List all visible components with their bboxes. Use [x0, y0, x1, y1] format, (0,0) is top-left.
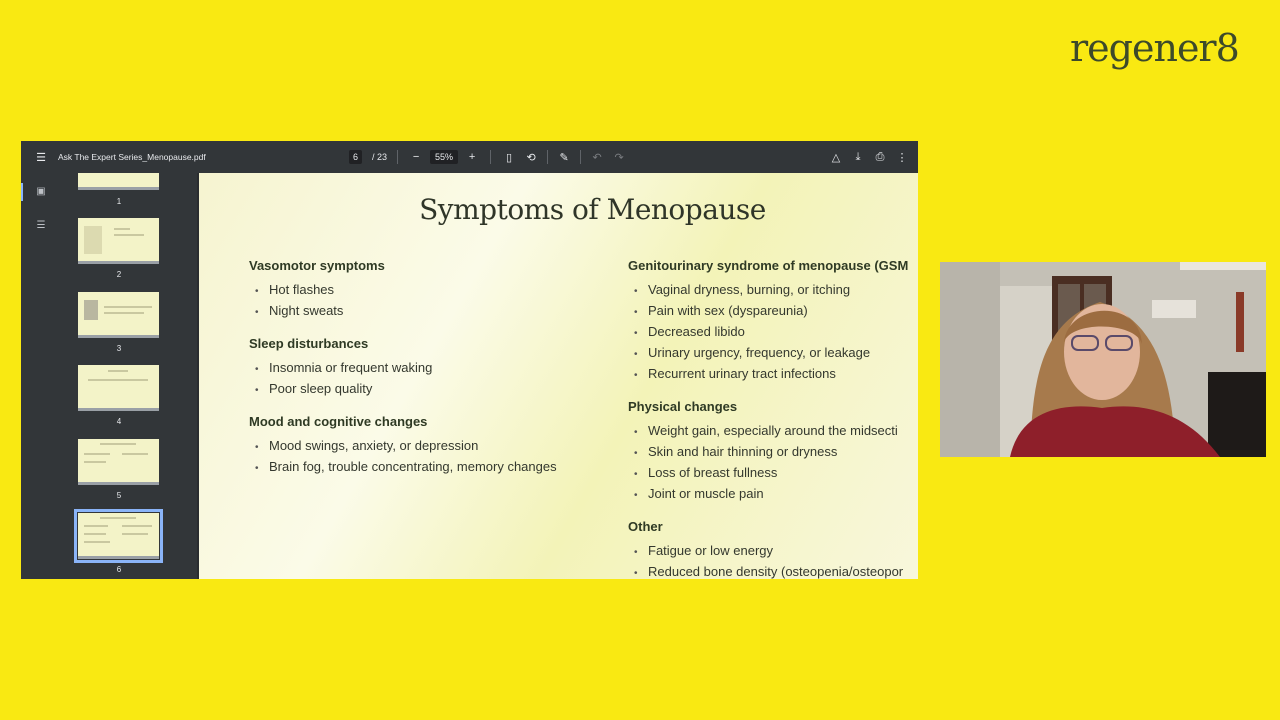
section-heading: Mood and cognitive changes [249, 414, 428, 429]
slide-title: Symptoms of Menopause [419, 193, 766, 226]
outline-icon[interactable]: ☰ [36, 219, 46, 231]
list-item: • Decreased libido [634, 324, 745, 339]
list-item: • Skin and hair thinning or dryness [634, 444, 838, 459]
undo-icon[interactable]: ↶ [592, 151, 602, 164]
symptom-section [249, 413, 609, 477]
thumbnail-page-1[interactable] [78, 173, 159, 190]
slide-left-column [249, 257, 609, 491]
list-item: • Urinary urgency, frequency, or leakage [634, 345, 871, 360]
annotate-icon[interactable]: ✎ [559, 151, 569, 164]
pdf-toolbar [21, 141, 918, 173]
thumbnail-number: 2 [116, 270, 122, 279]
presenter-video-icon [940, 262, 1266, 457]
menu-icon[interactable]: ☰ [36, 151, 46, 164]
thumbnail-page-2[interactable] [78, 218, 159, 264]
thumbnail-page-4[interactable] [78, 365, 159, 411]
list-item: • Loss of breast fullness [634, 465, 778, 480]
toolbar-divider [490, 150, 491, 164]
toolbar-divider [580, 150, 581, 164]
section-heading: Other [628, 519, 663, 534]
save-to-drive-icon[interactable]: △ [831, 151, 841, 164]
pdf-page [199, 173, 918, 579]
list-item: • Brain fog, trouble concentrating, memory changes [255, 459, 557, 474]
thumbnail-page-6[interactable] [78, 513, 159, 559]
toolbar-divider [397, 150, 398, 164]
list-item: • Weight gain, especially around the midsecti [634, 423, 898, 438]
list-item: • Vaginal dryness, burning, or itching [634, 282, 851, 297]
list-item: • Hot flashes [255, 282, 335, 297]
thumbnail-number: 5 [116, 491, 122, 500]
toolbar-divider [547, 150, 548, 164]
brand-logo: regener8 [1070, 26, 1239, 70]
list-item: • Reduced bone density (osteopenia/osteopor [634, 564, 904, 579]
list-item: • Pain with sex (dyspareunia) [634, 303, 808, 318]
symptom-section [628, 257, 918, 384]
list-item: • Insomnia or frequent waking [255, 360, 433, 375]
rotate-icon[interactable]: ⟲ [526, 151, 536, 164]
redo-icon[interactable]: ↷ [614, 151, 624, 164]
active-indicator [21, 183, 23, 201]
list-item: • Fatigue or low energy [634, 543, 774, 558]
list-item: • Poor sleep quality [255, 381, 373, 396]
thumbnail-panel [59, 173, 197, 579]
print-icon[interactable]: ⎙ [875, 150, 885, 163]
download-icon[interactable]: ⤓ [855, 150, 861, 163]
fit-page-icon[interactable]: ▯ [506, 151, 513, 164]
more-vert-icon[interactable]: ⋮ [896, 151, 908, 164]
sidebar-rail [21, 173, 59, 579]
thumbnail-number: 1 [116, 197, 122, 206]
page-total: / 23 [372, 152, 388, 162]
symptom-section [628, 518, 918, 579]
thumbnail-number: 3 [116, 344, 122, 353]
pdf-viewer [21, 141, 918, 579]
slide-right-column [628, 257, 918, 579]
symptom-section [628, 398, 918, 504]
page-number-input[interactable]: 6 [349, 150, 362, 164]
thumbnails-icon[interactable]: ▣ [36, 185, 46, 197]
list-item: • Night sweats [255, 303, 344, 318]
section-heading: Physical changes [628, 399, 738, 414]
thumbnail-page-3[interactable] [78, 292, 159, 338]
list-item: • Recurrent urinary tract infections [634, 366, 836, 381]
list-item: • Joint or muscle pain [634, 486, 764, 501]
section-heading: Genitourinary syndrome of menopause (GSM [628, 258, 909, 273]
thumbnail-page-5[interactable] [78, 439, 159, 485]
section-heading: Vasomotor symptoms [249, 258, 385, 273]
symptom-section [249, 257, 609, 321]
webcam-feed [940, 262, 1266, 457]
section-heading: Sleep disturbances [249, 336, 369, 351]
zoom-in-icon[interactable]: + [468, 151, 476, 163]
thumbnail-number: 6 [116, 565, 122, 574]
file-name: Ask The Expert Series_Menopause.pdf [58, 152, 206, 162]
thumbnail-number: 4 [116, 417, 122, 426]
list-item: • Mood swings, anxiety, or depression [255, 438, 479, 453]
zoom-input[interactable]: 55% [430, 150, 458, 164]
symptom-section [249, 335, 609, 399]
zoom-out-icon[interactable]: − [412, 151, 420, 163]
